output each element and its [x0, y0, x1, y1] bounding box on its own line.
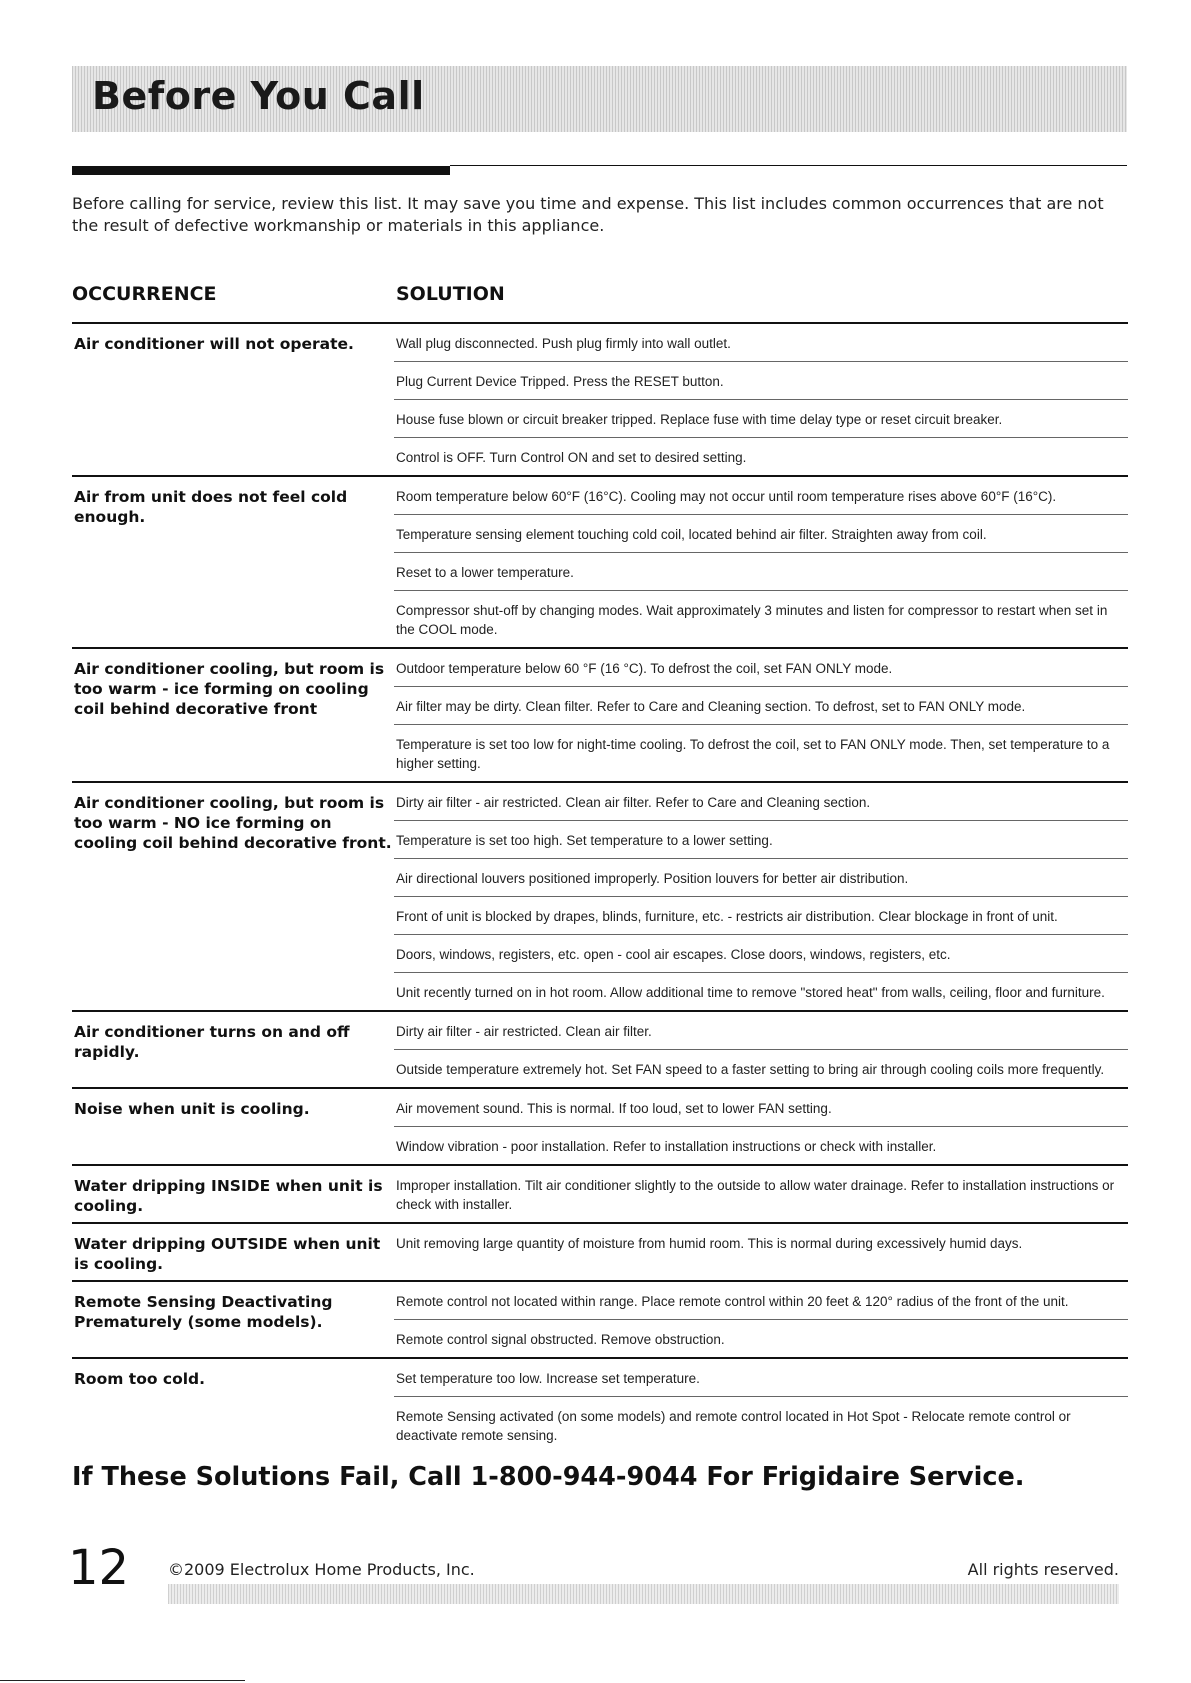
footer-bar [168, 1584, 1119, 1604]
trouble-group [72, 1280, 1128, 1357]
solution-item: Improper installation. Tilt air conditioner slightly to the outside to allow water drainage. Refer to installation instructions or check with installer. [396, 1178, 1115, 1212]
solution-item: Dirty air filter - air restricted. Clean air filter. [394, 1012, 1128, 1050]
solution-item: Wall plug disconnected. Push plug firmly into wall outlet. [394, 324, 1128, 362]
solution-column-header: SOLUTION [396, 283, 505, 305]
solution-item: Air filter may be dirty. Clean filter. Refer to Care and Cleaning section. To defrost, set to FAN ONLY mode. [394, 687, 1128, 725]
solution-item: Outside temperature extremely hot. Set FAN speed to a faster setting to bring air through cooling coils more frequently. [396, 1062, 1105, 1077]
solution-list [394, 1359, 1128, 1453]
solution-item: Temperature sensing element touching cold coil, located behind air filter. Straighten away from coil. [394, 515, 1128, 553]
occurrence-text: Air conditioner will not operate. [74, 335, 354, 353]
solution-list [394, 1224, 1128, 1280]
solution-list [394, 324, 1128, 475]
occurrence-text: Room too cold. [74, 1370, 206, 1388]
header-rule-thick [72, 166, 450, 175]
trouble-group [72, 322, 1128, 475]
rights-text: All rights reserved. [967, 1560, 1119, 1579]
occurrence-text: Air conditioner turns on and off rapidly. [74, 1023, 350, 1061]
solution-item: Unit recently turned on in hot room. Allow additional time to remove "stored heat" from walls, ceiling, floor and furniture. [396, 985, 1105, 1000]
solution-item: Temperature is set too high. Set temperature to a lower setting. [394, 821, 1128, 859]
solution-list [394, 1012, 1128, 1087]
trouble-group [72, 1164, 1128, 1222]
troubleshooting-table [72, 322, 1128, 1453]
occurrence-text: Air conditioner cooling, but room is too warm - ice forming on cooling coil behind decorative front [74, 660, 385, 718]
solution-item: Front of unit is blocked by drapes, blinds, furniture, etc. - restricts air distribution. Clear blockage in front of unit. [394, 897, 1128, 935]
intro-paragraph: Before calling for service, review this list. It may save you time and expense. This list includes common occurrences that are not the result of defective workmanship or materials in this appliance. [72, 194, 1104, 235]
occurrence-text: Remote Sensing Deactivating Prematurely (some models). [74, 1293, 333, 1331]
solution-item: Air directional louvers positioned improperly. Position louvers for better air distribution. [394, 859, 1128, 897]
trouble-group [72, 1010, 1128, 1087]
solution-item: Plug Current Device Tripped. Press the RESET button. [394, 362, 1128, 400]
solution-item: Room temperature below 60°F (16°C). Cooling may not occur until room temperature rises above 60°F (16°C). [394, 477, 1128, 515]
bottom-edge-rule [0, 1680, 245, 1681]
solution-item: Dirty air filter - air restricted. Clean air filter. Refer to Care and Cleaning section. [394, 783, 1128, 821]
solution-list [394, 477, 1128, 647]
solution-list [394, 783, 1128, 1010]
solution-item: House fuse blown or circuit breaker tripped. Replace fuse with time delay type or reset circuit breaker. [394, 400, 1128, 438]
solution-item: Remote control not located within range. Place remote control within 20 feet & 120° radius of the front of the unit. [394, 1282, 1128, 1320]
solution-item: Set temperature too low. Increase set temperature. [394, 1359, 1128, 1397]
header-rule-thin [450, 165, 1127, 166]
solution-item: Remote Sensing activated (on some models) and remote control located in Hot Spot - Relocate remote control or deactivate remote sensing. [396, 1409, 1071, 1443]
solution-item: Unit removing large quantity of moisture from humid room. This is normal during excessively humid days. [396, 1236, 1023, 1251]
solution-item: Window vibration - poor installation. Refer to installation instructions or check with installer. [396, 1139, 937, 1154]
service-call-line: If These Solutions Fail, Call 1-800-944-9044 For Frigidaire Service. [72, 1462, 1025, 1492]
solution-item: Air movement sound. This is normal. If too loud, set to lower FAN setting. [394, 1089, 1128, 1127]
occurrence-text: Air from unit does not feel cold enough. [74, 488, 348, 526]
solution-item: Remote control signal obstructed. Remove obstruction. [396, 1332, 725, 1347]
copyright-text: ©2009 Electrolux Home Products, Inc. [168, 1560, 475, 1579]
occurrence-text: Water dripping OUTSIDE when unit is cooling. [74, 1235, 381, 1273]
solution-item: Doors, windows, registers, etc. open - cool air escapes. Close doors, windows, registers, etc. [394, 935, 1128, 973]
trouble-group [72, 781, 1128, 1010]
solution-list [394, 1089, 1128, 1164]
page-number: 12 [68, 1540, 130, 1596]
solution-list [394, 649, 1128, 781]
solution-list [394, 1166, 1128, 1222]
solution-item: Compressor shut-off by changing modes. Wait approximately 3 minutes and listen for compressor to restart when set in the COOL mode. [396, 603, 1108, 637]
trouble-group [72, 475, 1128, 647]
trouble-group [72, 1357, 1128, 1453]
trouble-group [72, 647, 1128, 781]
occurrence-text: Air conditioner cooling, but room is too warm - NO ice forming on cooling coil behind decorative front. [74, 794, 392, 852]
occurrence-column-header: OCCURRENCE [72, 283, 217, 305]
occurrence-text: Water dripping INSIDE when unit is cooling. [74, 1177, 383, 1215]
trouble-group [72, 1087, 1128, 1164]
solution-item: Temperature is set too low for night-time cooling. To defrost the coil, set to FAN ONLY mode. Then, set temperature to a higher setting. [396, 737, 1110, 771]
solution-item: Outdoor temperature below 60 °F (16 °C). To defrost the coil, set FAN ONLY mode. [394, 649, 1128, 687]
solution-item: Reset to a lower temperature. [394, 553, 1128, 591]
trouble-group [72, 1222, 1128, 1280]
title-banner [72, 66, 1127, 132]
solution-list [394, 1282, 1128, 1357]
solution-item: Control is OFF. Turn Control ON and set to desired setting. [396, 450, 747, 465]
occurrence-text: Noise when unit is cooling. [74, 1100, 310, 1118]
page-title: Before You Call [92, 74, 425, 118]
